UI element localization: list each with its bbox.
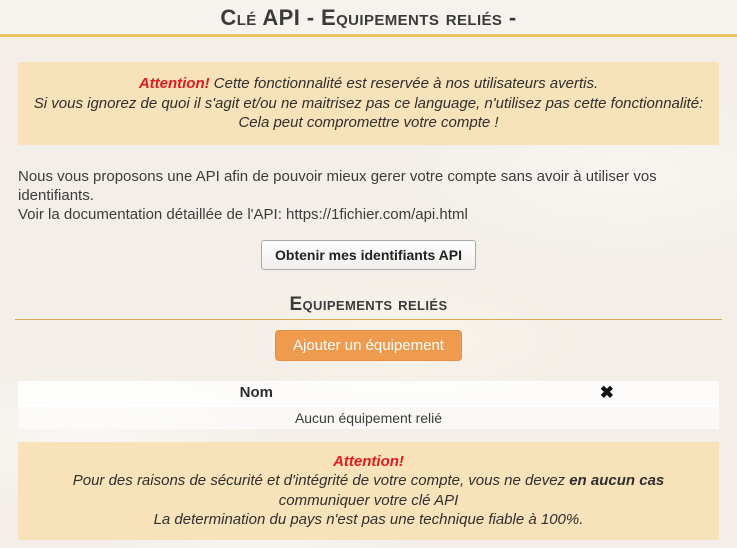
add-device-button[interactable]: Ajouter un équipement bbox=[275, 330, 462, 361]
warning-bottom-line1 bbox=[32, 471, 705, 491]
column-header-delete bbox=[495, 383, 719, 403]
warning-bottom-line1-bold: en aucun cas bbox=[569, 472, 665, 489]
api-intro-line2 bbox=[18, 205, 719, 224]
column-header-name: Nom bbox=[239, 384, 273, 401]
header-divider bbox=[0, 34, 737, 37]
warning-bottom-line3: La determination du pays n'est pas une technique fiable à 100%. bbox=[153, 511, 584, 528]
warning-top-line2: Si vous ignorez de quoi il s'agit et/ou ne maitrisez pas ce language, n'utilisez pas cette fonctionnalité: bbox=[33, 94, 704, 112]
warning-label: Attention! bbox=[333, 452, 404, 470]
warning-bottom-line1-text: Pour des raisons de sécurité et d'intégrité de votre compte, vous ne devez bbox=[72, 472, 570, 489]
warning-top-line1 bbox=[32, 74, 705, 94]
delete-all-icon[interactable]: ✖ bbox=[599, 382, 614, 402]
warning-banner-bottom bbox=[18, 442, 719, 540]
empty-table-row: Aucun équipement relié bbox=[18, 407, 719, 429]
page-header bbox=[0, 0, 737, 34]
warning-bottom-line2: communiquer votre clé API bbox=[278, 491, 459, 509]
warning-top-line3: Cela peut compromettre votre compte ! bbox=[238, 114, 499, 131]
api-intro-line1: Nous vous proposons une API afin de pouvoir mieux gerer votre compte sans avoir à utiliser vos identifiants. bbox=[18, 167, 657, 204]
linked-devices-section-title: Equipements reliés bbox=[289, 293, 448, 315]
api-doc-url: https://1fichier.com/api.html bbox=[286, 205, 468, 223]
warning-top-line1-text: Cette fonctionnalité est reservée à nos utilisateurs avertis. bbox=[213, 75, 599, 92]
table-header-row bbox=[18, 381, 719, 407]
get-api-credentials-button[interactable]: Obtenir mes identifiants API bbox=[261, 240, 476, 270]
warning-label: Attention! bbox=[138, 75, 210, 92]
api-doc-label: Voir la documentation détaillée de l'API: bbox=[18, 205, 287, 223]
warning-banner-top bbox=[18, 62, 719, 145]
linked-devices-table bbox=[18, 381, 719, 429]
page-title: Clé API - Equipements reliés - bbox=[220, 5, 517, 30]
api-intro-text bbox=[18, 167, 719, 224]
section-divider bbox=[15, 319, 722, 320]
